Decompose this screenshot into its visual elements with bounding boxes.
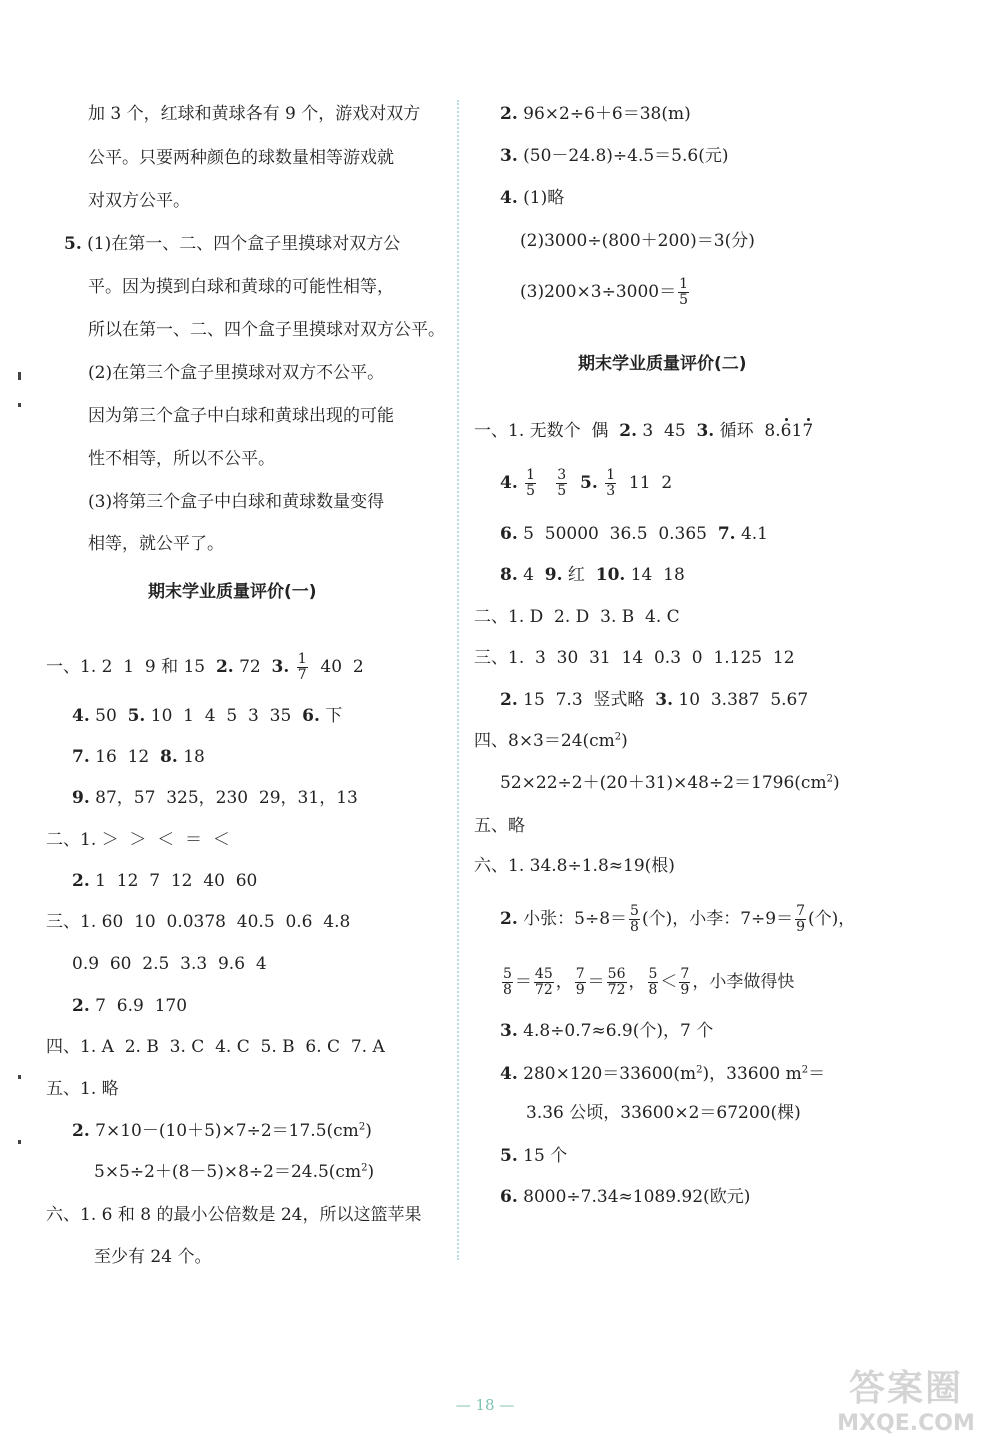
text: 52×22÷2＋(20＋31)×48÷2＝1796(cm <box>500 773 827 793</box>
text-line: 对双方公平。 <box>88 191 190 211</box>
item-number: 2. <box>72 996 90 1016</box>
answer-line <box>72 995 187 1017</box>
text: 5×5÷2＋(8－5)×8÷2＝24.5(cm <box>94 1162 362 1182</box>
answer-line: 3.36 公顷，33600×2＝67200(棵) <box>526 1103 801 1123</box>
text: 10 1 4 5 3 35 <box>145 706 303 726</box>
fraction <box>679 967 690 998</box>
text: 16 12 <box>89 747 161 767</box>
text: 87，57 325，230 29，31，13 <box>89 788 358 808</box>
watermark-text: 答案圈 <box>848 1368 963 1409</box>
fraction <box>297 652 308 683</box>
answer-line <box>72 870 257 892</box>
answer-line: 六、1. 34.8÷1.8≈19(根) <box>474 856 675 876</box>
item-number: 5. <box>127 706 146 726</box>
numerator: 7 <box>680 966 690 982</box>
text-line: 性不相等，所以不公平。 <box>88 449 275 469</box>
item-number: 7. <box>72 747 90 767</box>
denominator: 8 <box>630 919 639 935</box>
answer-line <box>500 904 855 935</box>
text-line: 相等，就公平了。 <box>88 534 224 554</box>
fraction <box>648 967 659 998</box>
answer-line <box>500 468 672 499</box>
answer-line <box>500 772 840 794</box>
item-number: 4. <box>500 1064 518 1084</box>
denominator: 72 <box>534 982 553 998</box>
fraction <box>556 468 567 499</box>
text: 5 50000 36.5 0.365 <box>517 524 718 544</box>
answer-line <box>72 746 205 768</box>
text-line: 公平。只要两种颜色的球数量相等游戏就 <box>88 148 394 168</box>
scan-mark <box>18 1075 21 1079</box>
superscript: 2 <box>358 1121 366 1133</box>
section-heading: 期末学业质量评价(二) <box>578 354 747 374</box>
text: 8000÷7.34≈1089.92(欧元) <box>517 1187 751 1207</box>
fraction <box>795 904 806 935</box>
item-number: 2. <box>500 104 518 124</box>
fraction <box>525 468 536 499</box>
text: 一、1. 2 1 9 和 15 <box>46 657 216 677</box>
numerator: 5 <box>630 903 639 919</box>
item-number: 2. <box>215 657 234 677</box>
answer-line <box>500 187 564 209</box>
fraction <box>607 967 627 998</box>
numerator: 5 <box>503 966 512 982</box>
text: 红 <box>562 565 596 585</box>
answer-line: 四、1. A 2. B 3. C 4. C 5. B 6. C 7. A <box>46 1037 385 1057</box>
text: ， <box>555 972 573 992</box>
text: 18 <box>177 747 205 767</box>
answer-line: 至少有 24 个。 <box>94 1247 212 1267</box>
text: 下 <box>319 706 343 726</box>
denominator: 5 <box>679 292 689 308</box>
answer-line <box>500 689 808 711</box>
text-line: (3)将第三个盒子中白球和黄球数量变得 <box>88 492 385 512</box>
text-line: (2)在第三个盒子里摸球对双方不公平。 <box>88 363 385 383</box>
numerator: 1 <box>606 467 616 483</box>
answer-line <box>94 1161 374 1183</box>
answer-line <box>46 652 364 683</box>
page-number: — 18 — <box>455 1396 515 1414</box>
numerator: 7 <box>575 966 585 982</box>
denominator: 5 <box>526 483 536 499</box>
text: )，33600 m <box>702 1064 802 1084</box>
text: 四、8×3＝24(cm <box>474 731 615 751</box>
answer-line <box>500 564 685 586</box>
answer-line: 三、1. 3 30 31 14 0.3 0 1.125 12 <box>474 648 795 668</box>
item-number: 6. <box>302 706 320 726</box>
item-number: 3. <box>271 657 290 677</box>
answer-line <box>500 1063 825 1085</box>
text: 50 <box>89 706 128 726</box>
watermark-url: MXQE.COM <box>837 1411 975 1436</box>
fraction <box>605 468 616 499</box>
superscript: 2 <box>801 1064 809 1076</box>
fraction <box>502 967 513 998</box>
superscript: 2 <box>826 773 833 785</box>
answer-line <box>500 967 794 998</box>
scan-mark <box>18 372 21 380</box>
text-line: 平。因为摸到白球和黄球的可能性相等， <box>88 277 394 297</box>
text: 96×2÷6＋6＝38(m) <box>517 104 691 124</box>
text-line <box>64 233 400 255</box>
superscript: 2 <box>696 1064 703 1076</box>
text: (个)，小李：7÷9＝ <box>641 909 794 929</box>
denominator: 9 <box>575 982 585 998</box>
text: ＝ <box>587 972 605 992</box>
numerator: 5 <box>648 966 658 982</box>
item-number: 6. <box>500 524 518 544</box>
answer-line: 三、1. 60 10 0.0378 40.5 0.6 4.8 <box>46 912 351 932</box>
text: 15 个 <box>517 1146 568 1166</box>
fraction <box>629 904 640 935</box>
text: 11 2 <box>618 473 673 493</box>
text: 7 6.9 170 <box>89 996 188 1016</box>
text: ) <box>367 1162 375 1182</box>
item-number: 5. <box>500 1146 518 1166</box>
denominator: 8 <box>503 982 512 998</box>
denominator: 8 <box>648 982 658 998</box>
item-number: 3. <box>500 1021 518 1041</box>
superscript: 2 <box>614 731 622 743</box>
answer-line: 二、1. ＞ ＞ ＜ ＝ ＜ <box>46 830 230 850</box>
numerator: 7 <box>796 903 806 919</box>
item-number: 8. <box>160 747 178 767</box>
fraction <box>575 967 586 998</box>
fraction <box>534 967 554 998</box>
item-number: 8. <box>500 565 518 585</box>
denominator: 7 <box>297 667 307 683</box>
answer-line <box>72 705 342 727</box>
item-number: 2. <box>500 690 518 710</box>
answer-line: 0.9 60 2.5 3.3 9.6 4 <box>72 954 267 974</box>
item-number: 2. <box>500 909 518 929</box>
item-number: 2. <box>72 1121 90 1141</box>
repeating-digit: 6 <box>780 421 792 441</box>
item-number: 5. <box>580 473 598 493</box>
denominator: 3 <box>606 483 616 499</box>
answer-line <box>474 730 628 752</box>
answer-line: 五、1. 略 <box>46 1079 119 1099</box>
scan-mark <box>18 1140 21 1144</box>
repeating-digit: 7 <box>802 421 814 441</box>
denominator: 5 <box>557 483 567 499</box>
text: (个)， <box>808 909 856 929</box>
answer-line <box>500 1020 713 1042</box>
text: 3 45 <box>637 421 697 441</box>
item-number: 9. <box>72 788 90 808</box>
numerator: 1 <box>679 276 689 292</box>
text: ) <box>832 773 840 793</box>
answer-line <box>500 103 691 125</box>
item-number: 4. <box>500 188 518 208</box>
item-number: 10. <box>595 565 626 585</box>
answer-line: 五、略 <box>474 816 525 836</box>
text: 7×10－(10＋5)×7÷2＝17.5(cm <box>89 1121 359 1141</box>
text: (1)略 <box>517 188 565 208</box>
text: 小张：5÷8＝ <box>517 909 628 929</box>
item-number: 9. <box>544 565 563 585</box>
superscript: 2 <box>361 1162 368 1174</box>
text: ，小李做得快 <box>692 972 795 992</box>
numerator: 1 <box>526 467 536 483</box>
answer-line: 六、1. 6 和 8 的最小公倍数是 24，所以这篮苹果 <box>46 1205 422 1225</box>
answer-line <box>72 1120 372 1142</box>
text: 1 12 7 12 40 60 <box>89 871 258 891</box>
text: ＝ <box>808 1064 826 1084</box>
item-number: 5. <box>64 234 82 254</box>
denominator: 9 <box>680 982 690 998</box>
text: 14 18 <box>625 565 685 585</box>
item-number: 2. <box>619 421 637 441</box>
text: 72 <box>233 657 272 677</box>
item-number: 4. <box>500 473 518 493</box>
watermark-logo <box>826 1368 986 1446</box>
item-number: 3. <box>696 421 715 441</box>
answer-line <box>500 1186 750 1208</box>
answer-line <box>72 787 358 809</box>
text: ， <box>628 972 646 992</box>
text: 4 <box>517 565 545 585</box>
numerator: 45 <box>534 966 553 982</box>
text-line: 所以在第一、二、四个盒子里摸球对双方公平。 <box>88 320 445 340</box>
numerator: 1 <box>297 651 307 667</box>
answer-line <box>500 1145 567 1167</box>
denominator: 9 <box>796 919 806 935</box>
denominator: 72 <box>607 982 626 998</box>
numerator: 3 <box>557 467 567 483</box>
text: 4.8÷0.7≈6.9(个)，7 个 <box>517 1021 714 1041</box>
text: (50－24.8)÷4.5＝5.6(元) <box>517 146 729 166</box>
answer-line <box>520 277 691 308</box>
scan-mark <box>18 403 21 407</box>
column-divider <box>457 100 459 1260</box>
text: 一、1. 无数个 偶 <box>474 421 620 441</box>
item-number: 4. <box>72 706 90 726</box>
item-number: 7. <box>717 524 736 544</box>
text: ) <box>621 731 628 751</box>
text: 10 3.387 5.67 <box>673 690 809 710</box>
text-line: 加 3 个，红球和黄球各有 9 个，游戏对双方 <box>88 104 421 124</box>
answer-line <box>474 420 813 442</box>
text: 280×120＝33600(m <box>517 1064 697 1084</box>
text: 40 2 <box>309 657 364 677</box>
text-line: 因为第三个盒子中白球和黄球出现的可能 <box>88 406 394 426</box>
answer-line <box>500 523 768 545</box>
text: 15 7.3 竖式略 <box>517 690 656 710</box>
section-heading: 期末学业质量评价(一) <box>148 582 317 602</box>
text: 4.1 <box>735 524 769 544</box>
text: ) <box>365 1121 372 1141</box>
item-number: 2. <box>72 871 90 891</box>
fraction <box>678 277 689 308</box>
item-number: 3. <box>655 690 673 710</box>
text: ＝ <box>514 972 532 992</box>
item-number: 3. <box>500 146 518 166</box>
text: (1)在第一、二、四个盒子里摸球对双方公 <box>87 234 401 254</box>
numerator: 56 <box>607 966 626 982</box>
answer-line <box>500 145 728 167</box>
answer-line: 二、1. D 2. D 3. B 4. C <box>474 607 680 627</box>
item-number: 6. <box>500 1187 518 1207</box>
text: (3)200×3÷3000＝ <box>520 282 677 302</box>
text: ＜ <box>660 972 678 992</box>
answer-line: (2)3000÷(800＋200)＝3(分) <box>520 231 755 251</box>
text: 1 <box>791 421 803 441</box>
text: 循环 8. <box>714 421 781 441</box>
